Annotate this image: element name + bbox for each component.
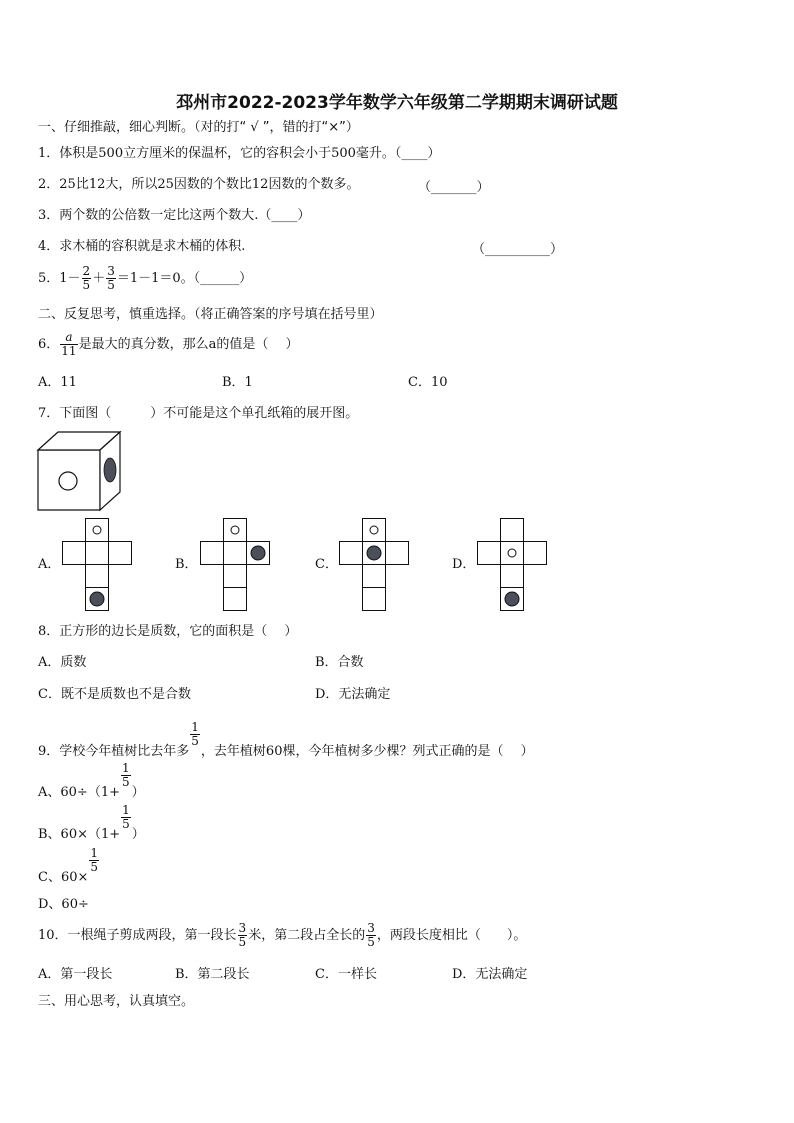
q5-f1-denominator: 5 bbox=[82, 278, 91, 292]
q9-c-prefix: C、60× bbox=[38, 870, 89, 885]
q5-f1-numerator: 2 bbox=[82, 264, 91, 278]
q9-numerator: 1 bbox=[191, 720, 199, 734]
q5-prefix: 5．1－ bbox=[38, 271, 81, 286]
q9-b-fraction bbox=[121, 804, 131, 831]
q10-f2-denominator: 5 bbox=[367, 935, 375, 949]
q9-a-numerator: 1 bbox=[122, 761, 130, 775]
q10-option-b: B．第二段长 bbox=[175, 967, 250, 982]
q5-fraction-1 bbox=[82, 265, 92, 292]
q10-f1-numerator: 3 bbox=[238, 921, 247, 935]
q10-f1-denominator: 5 bbox=[238, 935, 247, 949]
q9-b-numerator: 1 bbox=[122, 803, 130, 817]
q5-plus: ＋ bbox=[92, 271, 106, 286]
question-3: 3．两个数的公倍数一定比这两个数大.（____） bbox=[38, 208, 311, 223]
q9-c-fraction bbox=[89, 847, 99, 874]
question-4-answer-blank: （__________） bbox=[472, 242, 564, 257]
q9-b-prefix: B、60×（1+ bbox=[38, 827, 121, 842]
q5-f2-denominator: 5 bbox=[107, 278, 115, 292]
q6-denominator: 11 bbox=[61, 344, 77, 358]
q5-suffix: ＝1－1＝0。（______） bbox=[116, 271, 253, 286]
q9-suffix: ，去年植树60棵，今年植树多少棵？列式正确的是（ ） bbox=[200, 744, 534, 759]
question-4: 4．求木桶的容积就是求木桶的体积. bbox=[38, 239, 246, 254]
q8-option-d: D．无法确定 bbox=[315, 687, 391, 702]
question-2-answer-blank: （_______） bbox=[418, 180, 490, 195]
question-1: 1．体积是500立方厘米的保温杯，它的容积会小于500毫升。（____） bbox=[38, 146, 441, 161]
q7-net-a bbox=[62, 518, 134, 612]
q9-b-suffix: ） bbox=[131, 827, 145, 842]
q7-net-b bbox=[200, 518, 272, 612]
q7-option-b-label: B． bbox=[175, 557, 198, 572]
box-with-hole-figure bbox=[36, 430, 122, 512]
question-9 bbox=[38, 721, 534, 761]
q7-option-d-label: D． bbox=[452, 557, 476, 572]
question-5 bbox=[38, 265, 252, 292]
question-8: 8．正方形的边长是质数，它的面积是（ ） bbox=[38, 624, 298, 639]
q9-c-numerator: 1 bbox=[90, 846, 99, 860]
q7-option-a-label: A． bbox=[38, 557, 61, 572]
q9-a-prefix: A、60÷（1+ bbox=[38, 785, 120, 800]
q10-option-d: D．无法确定 bbox=[452, 967, 528, 982]
q6-option-c: C．10 bbox=[408, 375, 448, 390]
q9-option-d: D、60÷ bbox=[38, 897, 89, 912]
q8-option-b: B．合数 bbox=[315, 655, 364, 670]
q10-mid: 米，第二段占全长的 bbox=[248, 928, 366, 943]
section-2-heading: 二、反复思考，慎重选择。（将正确答案的序号填在括号里） bbox=[38, 307, 383, 322]
q9-option-c bbox=[38, 847, 100, 887]
q7-net-d bbox=[477, 518, 549, 612]
q5-fraction-2 bbox=[106, 265, 116, 292]
q9-prefix: 9．学校今年植树比去年多 bbox=[38, 744, 190, 759]
q5-f2-numerator: 3 bbox=[107, 264, 115, 278]
q9-option-b bbox=[38, 804, 145, 844]
question-2: 2．25比12大，所以25因数的个数比12因数的个数多。 bbox=[38, 177, 360, 192]
q9-a-fraction bbox=[121, 762, 131, 789]
q9-b-denominator: 5 bbox=[122, 817, 130, 831]
q6-numerator: a bbox=[60, 331, 77, 345]
q9-option-a bbox=[38, 762, 145, 802]
q6-option-b: B．1 bbox=[222, 375, 253, 390]
q10-prefix: 10．一根绳子剪成两段，第一段长 bbox=[38, 928, 237, 943]
q10-fraction-2 bbox=[366, 922, 376, 949]
question-10 bbox=[38, 922, 526, 949]
q10-fraction-1 bbox=[238, 922, 248, 949]
section-1-heading: 一、仔细推敲，细心判断。（对的打“ √ ”，错的打“×”） bbox=[38, 120, 359, 135]
q6-prefix: 6． bbox=[38, 337, 60, 352]
q9-denominator: 5 bbox=[191, 734, 199, 748]
q9-fraction bbox=[190, 721, 200, 748]
q9-a-suffix: ） bbox=[131, 785, 145, 800]
q6-suffix: 是最大的真分数，那么a的值是（ ） bbox=[78, 337, 299, 352]
q6-fraction bbox=[60, 331, 77, 358]
q10-option-a: A．第一段长 bbox=[38, 967, 113, 982]
q10-option-c: C．一样长 bbox=[315, 967, 377, 982]
page-title: 邳州市2022-2023学年数学六年级第二学期期末调研试题 bbox=[176, 93, 618, 113]
q6-option-a: A．11 bbox=[38, 375, 77, 390]
q9-a-denominator: 5 bbox=[122, 775, 130, 789]
section-3-heading: 三、用心思考，认真填空。 bbox=[38, 994, 195, 1009]
question-7: 7．下面图（ ）不可能是这个单孔纸箱的展开图。 bbox=[38, 406, 359, 421]
q10-f2-numerator: 3 bbox=[367, 921, 375, 935]
q9-c-denominator: 5 bbox=[90, 860, 99, 874]
q8-option-c: C．既不是质数也不是合数 bbox=[38, 687, 191, 702]
q8-option-a: A．质数 bbox=[38, 655, 87, 670]
q7-net-c bbox=[339, 518, 411, 612]
q7-option-c-label: C． bbox=[315, 557, 338, 572]
q10-suffix: ，两段长度相比（ ）。 bbox=[376, 928, 527, 943]
question-6 bbox=[38, 331, 298, 358]
